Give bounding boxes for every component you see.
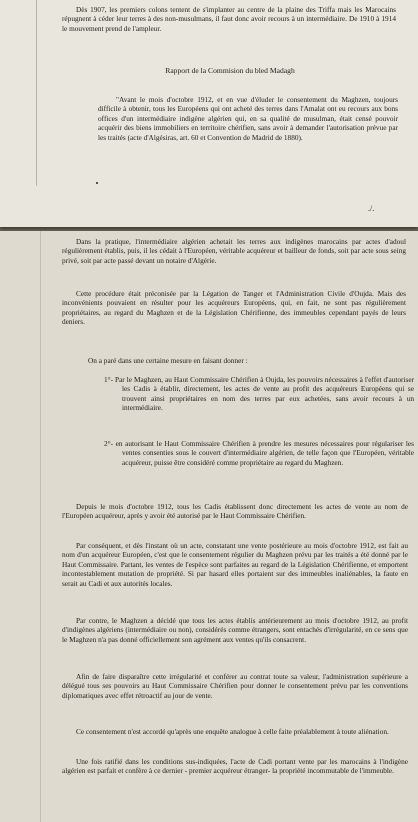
paragraph-afin: Afin de faire disparaître cette irrégularité et conférer au contrat toute sa valeur, l'administration supérieure a délégué tous ses pouvoirs au Haut Commissaire Chérifien pour donner le consentement prévu par les conventions diplomatiques avec effet rétroactif au jour de vente. [62,672,408,700]
list-item-2: 2°- en autorisant le Haut Commissaire Chérifien à prendre les mesures nécessaires pour régulariser les ventes consenties sous le couvert d'intermédiaire algérien, de telle façon que l'Européen, véritable acquéreur, puisse être considéré comme propriétaire au regard du Maghzen. [104,439,414,467]
bullet-dot [96,182,98,184]
intro-paragraph: Dès 1907, les premiers colons tentent de s'implanter au centre de la plaine des Triffa mais les Marocains répugnent à céder leur terres à des non-musulmans, il faut donc avoir recours à un intermédiaire. De 1910 à 1914 le mouvement prend de l'ampleur. [62,5,396,33]
paragraph-pratique: Dans la pratique, l'intermédiaire algérien achetait les terres aux indigènes marocains par actes d'adoul régulièrement établis, puis, il les cédait à l'Européen, véritable acquéreur et bailleur de fonds, soit par acte sous seing privé, soit par acte passé devant un notaire d'Algérie. [62,237,406,265]
page-two [0,231,418,822]
list-item-1: 1°- Par le Maghzen, au Haut Commissaire Chérifien à Oujda, les pouvoirs nécessaires à l'effet d'autoriser les Cadis à établir, directement, les actes de vente au profit des acquéreurs Européens qui se trouvent ainsi propriétaires en nom des terres par eux achetées, sans avoir recours à un intermédiaire. [104,375,414,413]
paragraph-consequent: Par conséquent, et dès l'instant où un acte, constatant une vente postérieure au mois d'octobre 1912, est fait au nom d'un acquéreur Européen, c'est que le consentement régulier du Maghzen prévu par les traités a été donné par le Haut Commissaire. Partant, les ventes de l'espèce sont parfaites au regard de la Législation Chérifienne, et emportent incontestablement mutation de propriété. Si par hasard elles portaient sur des immeubles inaliénables, la faute en serait au Cadi et aux autorités locales. [62,541,408,588]
paragraph-procedure: Cette procédure était préconisée par la Légation de Tanger et l'Administration Civile d'Oujda. Mais des inconvénients pouvaient en résulter pour les acquéreurs Européens, qui, en fait, ne sont pas régulièrement propriétaires, au regard du Maghzen et de la Législation Chérifienne, des immeubles cependant payés de leurs deniers. [62,289,406,327]
page-one [0,0,418,227]
paragraph-consentement: Ce consentement n'est accordé qu'après une enquête analogue à celle faite préalablement à toute aliénation. [76,727,389,736]
paragraph-ratifie: Une fois ratifié dans les conditions sus-indiquées, l'acte de Cadi portant vente par les marocains à l'indigène algérien est parfait et confère à ce dernier - premier acquéreur étranger- la propriété incommutable de l'immeuble. [62,757,408,776]
report-title: Rapport de la Commision du bled Madagh [165,66,295,75]
quote-paragraph: "Avant le mois d'octobre 1912, et en vue d'éluder le consentement du Maghzen, toujours difficile à obtenir, tous les Européens qui ont acheté des terres dans l'Amalat ont eu recours aux bons offices d'un intermédiaire indigène algérien qui, en sa qualité de musulman, était censé pouvoir acquérir des biens immobiliers en territoire chérifien, sans avoir à demander l'autorisation prévue par les traités (acte d'Algésiras, art. 60 et Convention de Madrid de 1880). [98,95,398,142]
paragraph-mesure: On a paré dans une certaine mesure en faisant donner : [88,356,248,365]
paragraph-depuis: Depuis le mois d'octobre 1912, tous les Cadis établissent donc directement les actes de vente au nom de l'Européen acquéreur, après y avoir été autorisé par le Haut Commissaire Chérifien. [62,502,408,521]
paragraph-contre: Par contre, le Maghzen a décidé que tous les actes établis antérieurement au mois d'octobre 1912, au profit d'indigènes algériens (intermédiaire ou non), considérés comme étrangers, sont entachés d'irrégularité, en ce sens que le Maghzen n'a pas donné officiellement son agrément aux ventes qu'ils consacrent. [62,616,408,644]
page-mark: ./. [368,204,375,213]
